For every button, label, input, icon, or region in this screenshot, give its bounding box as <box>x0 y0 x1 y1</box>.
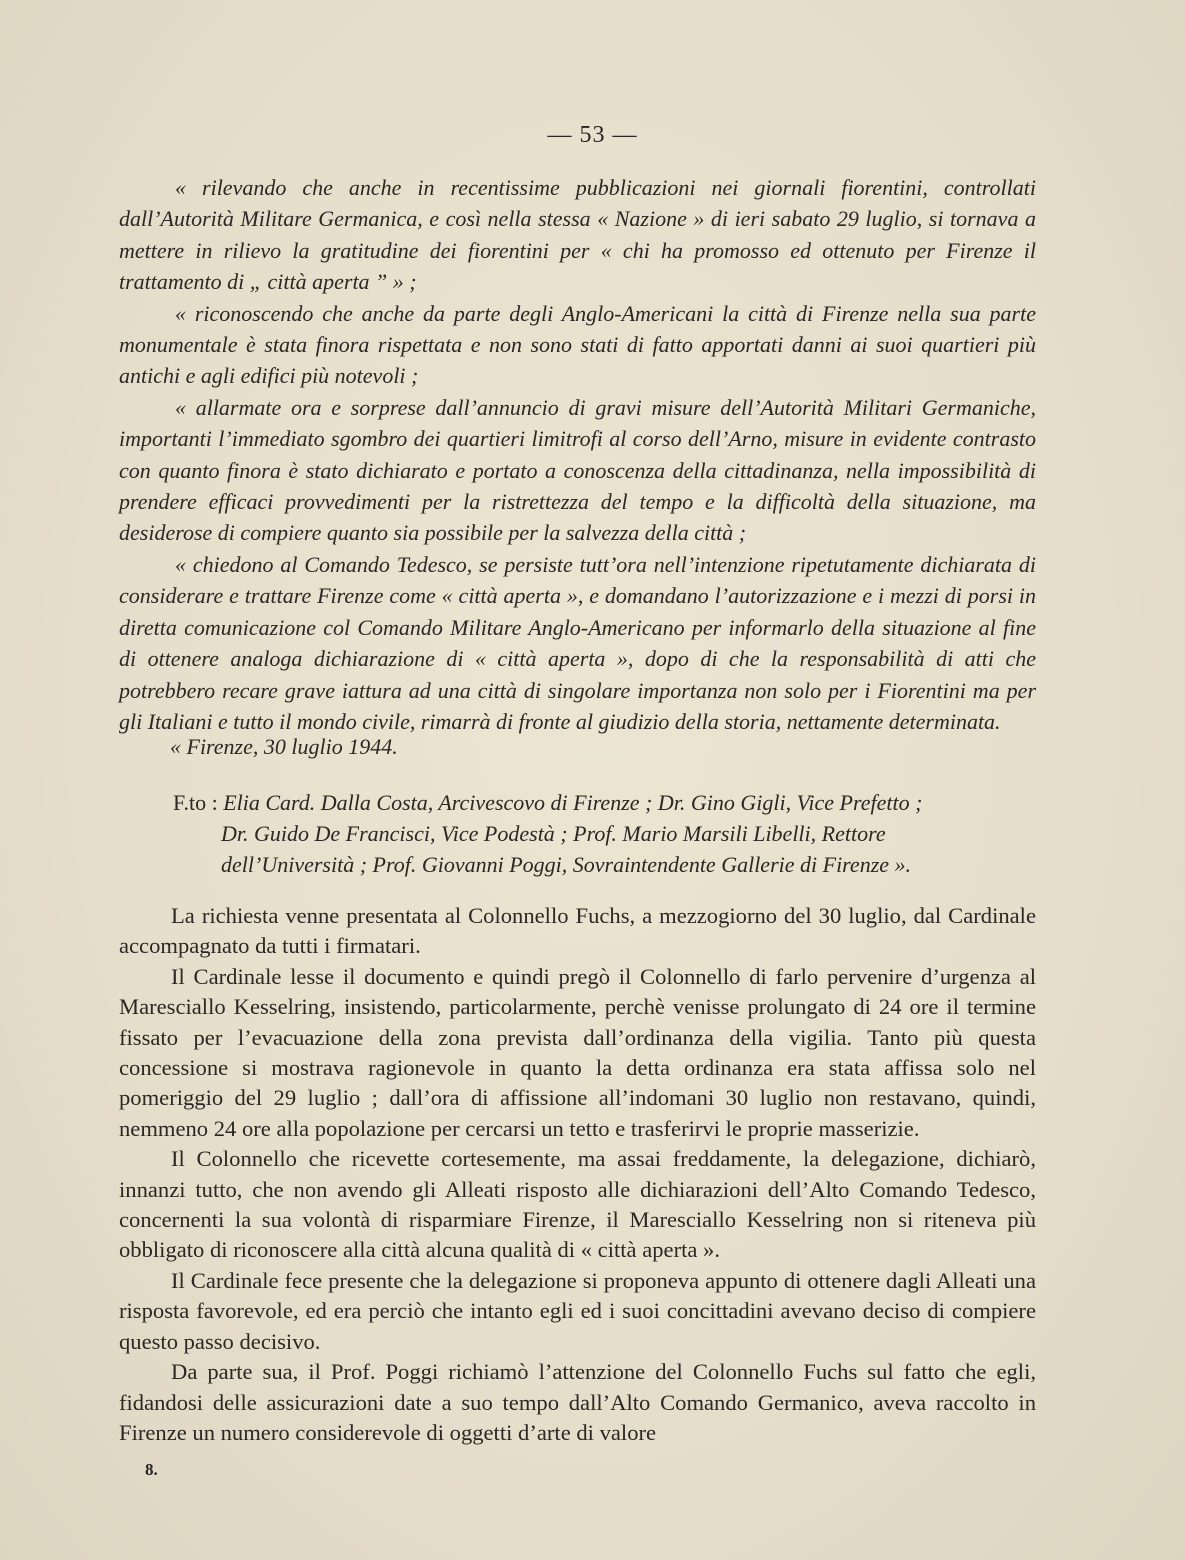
narrative-body <box>119 901 1036 1448</box>
body-paragraph: Il Cardinale fece presente che la delegazione si proponeva appunto di ottenere dagli Alleati una risposta favorevole, ed era perciò che intanto egli ed i suoi concittadini avevano deciso di compiere questo passo decisivo. <box>119 1267 1036 1354</box>
signatures-block <box>173 787 1073 880</box>
body-paragraph: Il Colonnello che ricevette cortesemente, ma assai freddamente, la delegazione, dichiarò, innanzi tutto, che non avendo gli Alleati risposto alle dichiarazioni dell’Alto Comando Tedesco, concernenti la sua volontà di risparmiare Firenze, il Maresciallo Kesselring non si riteneva più obbligato di riconoscere alla città alcuna qualità di « città aperta ». <box>119 1146 1036 1263</box>
signature-line: dell’Università ; Prof. Giovanni Poggi, Sovraintendente Gallerie di Firenze ». <box>221 852 912 877</box>
signature-mark: 8. <box>145 1460 158 1479</box>
signature-line: Dr. Guido De Francisci, Vice Podestà ; Prof. Mario Marsili Libelli, Rettore <box>221 821 886 846</box>
signature-lead: F.to : <box>173 790 224 815</box>
signature-line: Elia Card. Dalla Costa, Arcivescovo di Firenze ; Dr. Gino Gigli, Vice Prefetto ; <box>223 790 923 815</box>
body-paragraph: Il Cardinale lesse il documento e quindi pregò il Colonnello di farlo pervenire d’urgenza al Maresciallo Kesselring, insistendo, particolarmente, perchè venisse prolungato di 24 ore il termine fissato per l’evacuazione della zona prevista dall’ordinanza della vigilia. Tanto più questa concessione si mostrava ragionevole in quanto la detta ordinanza era stata affissa solo nel pomeriggio del 29 luglio ; dall’ora di affissione all’indomani 30 luglio non restavano, quindi, nemmeno 24 ore alla popolazione per cercarsi un tetto e trasferirvi le proprie masserizie. <box>119 963 1036 1141</box>
quote-paragraph: « rilevando che anche in recentissime pubblicazioni nei giornali fiorentini, controllati dall’Autorità Militare Germanica, e così nella stessa « Nazione » di ieri sabato 29 luglio, si tornava a mettere in rilievo la gratitudine dei fiorentini per « chi ha promosso ed ottenuto per Firenze il trattamento di „ città aperta ” » ; <box>119 175 1036 295</box>
quote-paragraph: « allarmate ora e sorprese dall’annuncio di gravi misure dell’Autorità Militari Germaniche, importanti l’immediato sgombro dei quartieri limitrofi al corso dell’Arno, misure in evidente contrasto con quanto finora è stato dichiarato e portato a conoscenza della cittadinanza, nella impossibilità di prendere efficaci provvedimenti per la ristrettezza del tempo e la difficoltà della situazione, ma desiderose di compiere quanto sia possibile per la salvezza della città ; <box>119 394 1036 546</box>
body-paragraph: Da parte sua, il Prof. Poggi richiamò l’attenzione del Colonnello Fuchs sul fatto che egli, fidandosi delle assicurazioni date a suo tempo dall’Alto Comando Germanico, aveva raccolto in Firenze un numero considerevole di oggetti d’arte di valore <box>119 1359 1036 1445</box>
body-paragraph: La richiesta venne presentata al Colonnello Fuchs, a mezzogiorno del 30 luglio, dal Cardinale accompagnato da tutti i firmatari. <box>119 903 1036 959</box>
page-number: — 53 — <box>547 122 638 148</box>
date-line: « Firenze, 30 luglio 1944. <box>170 734 398 759</box>
quoted-declaration <box>119 172 1036 737</box>
quote-paragraph: « riconoscendo che anche da parte degli Anglo-Americani la città di Firenze nella sua parte monumentale è stata finora rispettata e non sono stati di fatto apportati danni ai suoi quartieri più antichi e agli edifici più notevoli ; <box>119 300 1036 389</box>
quote-paragraph: « chiedono al Comando Tedesco, se persiste tutt’ora nell’intenzione ripetutamente dichiarata di considerare e trattare Firenze come « città aperta », e domandano l’autorizzazione e i mezzi di porsi in diretta comunicazione col Comando Militare Anglo-Americano per informarlo della situazione al fine di ottenere analoga dichiarazione di « città aperta », dopo di che la responsabilità di atti che potrebbero recare grave iattura ad una città di singolare importanza non solo per i Fiorentini ma per gli Italiani e tutto il mondo civile, rimarrà di fronte al giudizio della storia, nettamente determinata. <box>119 551 1036 734</box>
